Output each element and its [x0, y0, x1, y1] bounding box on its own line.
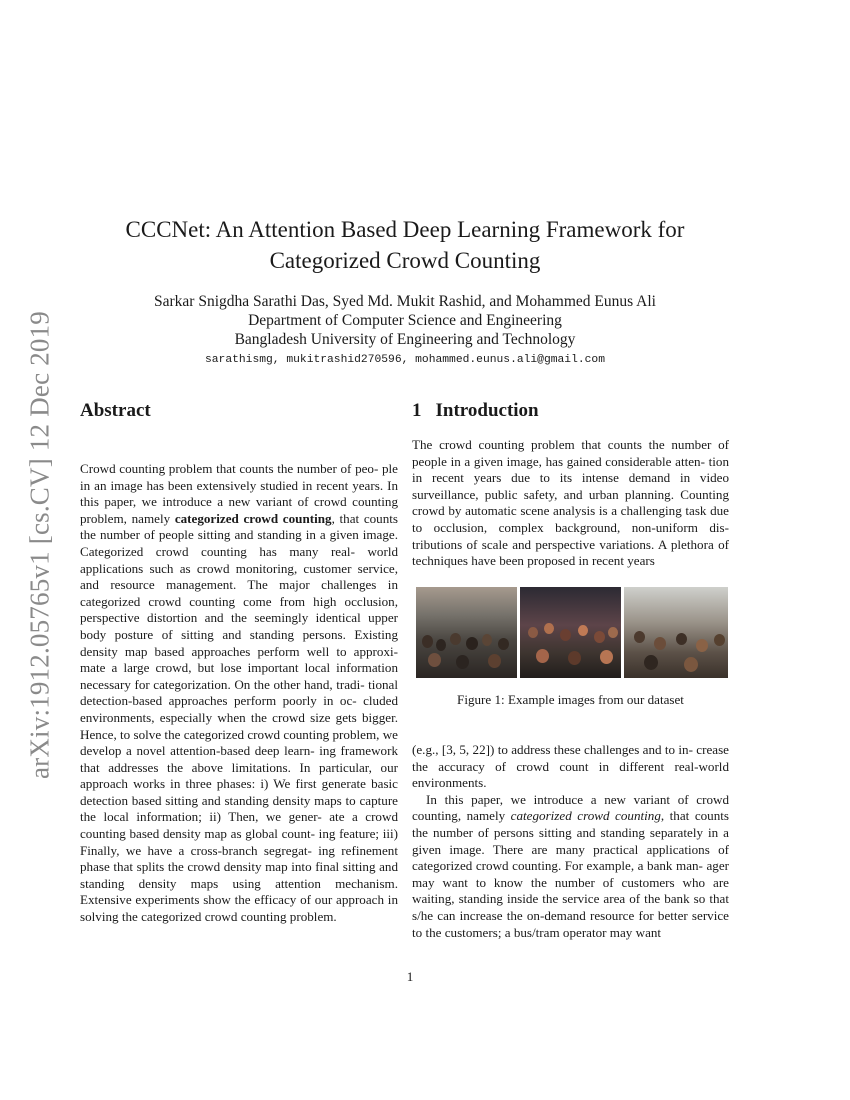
figure-1-caption: Figure 1: Example images from our dataset	[457, 692, 684, 707]
arxiv-identifier: arXiv:1912.05765v1 [cs.CV] 12 Dec 2019	[24, 310, 55, 780]
figure-1	[416, 587, 728, 678]
page-number: 1	[406, 969, 414, 984]
section-number: 1	[412, 400, 422, 421]
intro-paragraph-2	[412, 792, 729, 941]
paper-title	[80, 214, 730, 276]
intro-paragraph-1: The crowd counting problem that counts the number of people in a given image, has gained considerable atten- tion in recent years due to its intense demand in video surveillance, public safety, and urban planning. Counting crowd by automatic scene analysis is a challenging task due to occlusion, complex background, non-uniform dis- tributions of scale and perspective variations. A plethora of techniques have been proposed in recent years	[412, 437, 729, 569]
author-emails: sarathismg, mukitrashid270596, mohammed.eunus.ali@gmail.com	[205, 354, 605, 366]
author-names: Sarkar Snigdha Sarathi Das, Syed Md. Mukit Rashid, and Mohammed Eunus Ali	[154, 293, 656, 310]
abstract-text	[80, 461, 398, 926]
abstract-text-start: Crowd counting problem that counts the number of peo- ple in an image has been extensively studied in recent years. In this paper, we introduce a new variant of crowd counting problem, namely	[80, 461, 398, 526]
intro-italic-term: categorized crowd counting	[510, 808, 661, 824]
title-line-2: Categorized Crowd Counting	[269, 248, 541, 273]
section-title: Introduction	[435, 400, 539, 421]
arxiv-sidebar	[18, 290, 62, 800]
intro-paragraph-2-end: , that counts the number of persons sitting and standing separately in a given image. There are many practical applications of categorized crowd counting. For example, a bank man- ager may want to know the number of customers who are waiting, standing inside the service area of the bank so that s/he can increase the on-demand resource for better service to the customers; a bus/tram operator may want	[412, 808, 729, 940]
crowd-photo-1	[416, 587, 517, 678]
intro-paragraph-2-start: In this paper, we introduce a new variant of crowd counting, namely	[412, 791, 729, 824]
abstract-bold-term: categorized crowd counting	[174, 510, 332, 526]
abstract-heading: Abstract	[80, 400, 151, 421]
abstract-text-end: , that counts the number of people sitting and standing in a given image. Categorized crowd counting has many real- world applications such as crowd monitoring, customer service, and resource management. The major challenges in categorized crowd counting come from high occlusion, perspective distortion and the seemingly identical upper body posture of sitting and standing persons. Existing density map based approaches perform well to approxi- mate a large crowd, but lose important local information necessary for categorization. On the other hand, tradi- tional detection-based approaches perform poorly in oc- cluded environments, especially when the crowd size gets bigger. Hence, to solve the categorized crowd counting problem, we develop a novel attention-based deep learn- ing framework that addresses the above limitations. In particular, our approach works in three phases: i) We first generate basic detection based sitting and standing density maps to capture the local information; ii) Then, we gener- ate a crowd counting based density map as global count- ing feature; iii) Finally, we have a cross-branch segregat- ing refinement phase that splits the crowd density map into final sitting and standing density maps using attention mechanism. Extensive experiments show the efficacy of our approach in solving the categorized crowd counting problem.	[80, 510, 399, 925]
university: Bangladesh University of Engineering and Technology	[234, 331, 576, 348]
author-block	[80, 292, 730, 349]
crowd-photo-3	[624, 587, 728, 678]
intro-paragraph-1-continued: (e.g., [3, 5, 22]) to address these challenges and to in- crease the accuracy of crowd count in different real-world environments.	[412, 742, 729, 791]
intro-continued	[412, 742, 729, 941]
crowd-photo-2	[520, 587, 621, 678]
department: Department of Computer Science and Engineering	[248, 312, 562, 329]
title-line-1: CCCNet: An Attention Based Deep Learning Framework for	[125, 217, 685, 242]
introduction-heading	[412, 400, 539, 422]
